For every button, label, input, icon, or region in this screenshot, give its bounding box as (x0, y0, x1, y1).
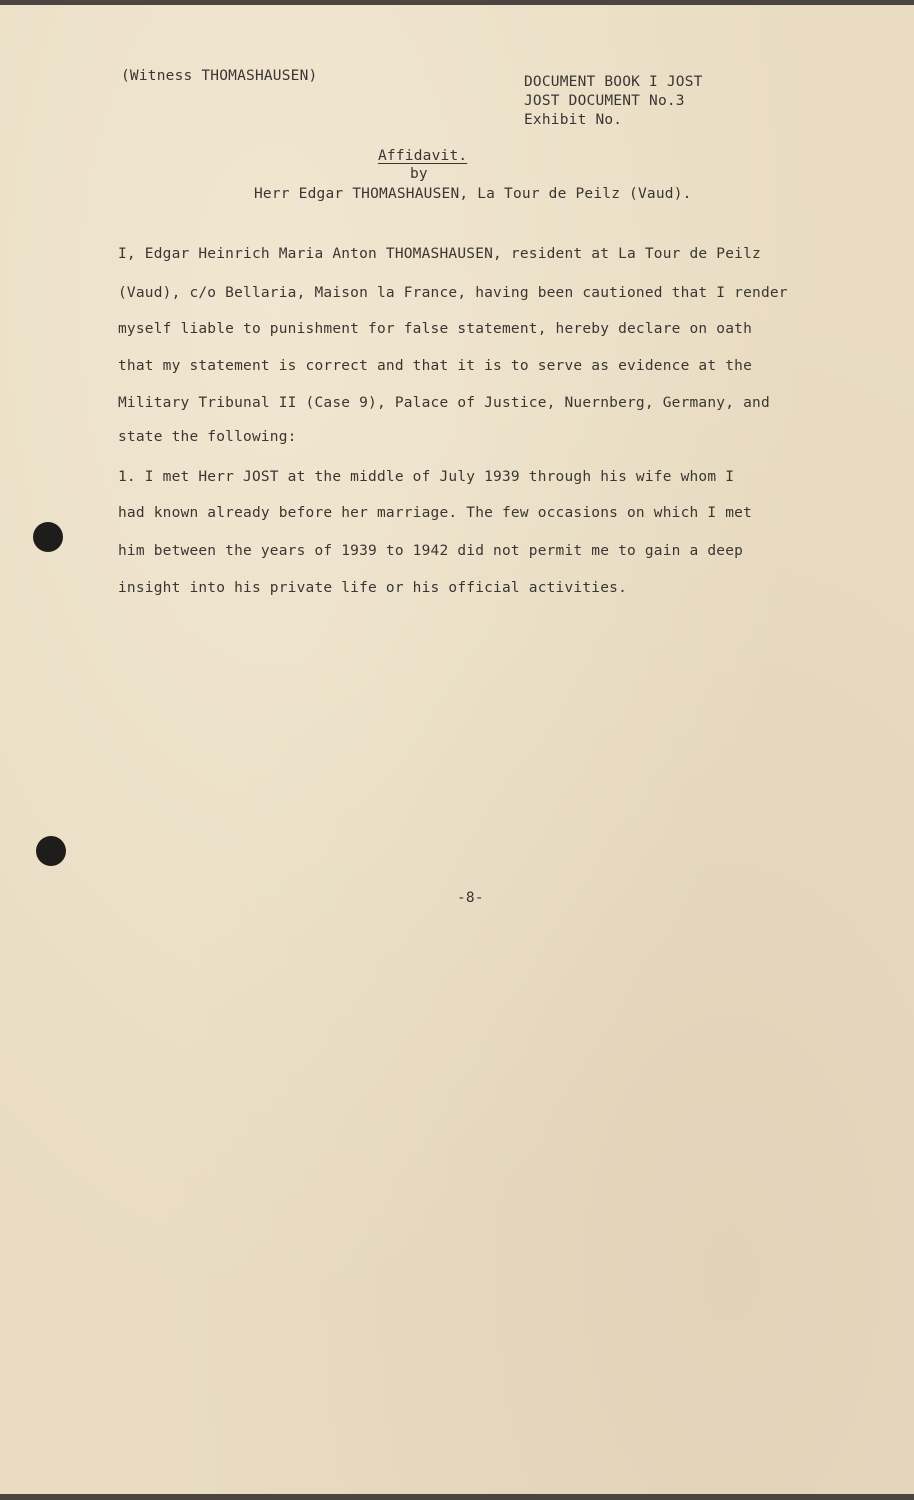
body-line: had known already before her marriage. The few occasions on which I met (118, 505, 753, 521)
affidavit-title: Affidavit. (378, 148, 468, 164)
body-line: Military Tribunal II (Case 9), Palace of Justice, Nuernberg, Germany, and (118, 395, 770, 411)
scan-edge-top (0, 0, 914, 5)
body-line: insight into his private life or his official activities. (118, 580, 627, 596)
scan-edge-bottom (0, 1494, 914, 1500)
exhibit-label: Exhibit No. (524, 112, 623, 128)
punch-hole (33, 522, 63, 552)
body-line: myself liable to punishment for false statement, hereby declare on oath (118, 321, 753, 337)
body-line: I, Edgar Heinrich Maria Anton THOMASHAUSEN, resident at La Tour de Peilz (118, 246, 761, 262)
punch-hole (36, 836, 66, 866)
body-line: state the following: (118, 429, 297, 445)
body-line: him between the years of 1939 to 1942 did not permit me to gain a deep (118, 543, 744, 559)
witness-label: (Witness THOMASHAUSEN) (121, 68, 318, 84)
body-line: that my statement is correct and that it is to serve as evidence at the (118, 358, 753, 374)
document-book-label: DOCUMENT BOOK I JOST (524, 74, 703, 90)
document-reference-block (524, 73, 703, 130)
body-line: 1. I met Herr JOST at the middle of July 1939 through his wife whom I (118, 469, 735, 485)
affiant-name: Herr Edgar THOMASHAUSEN, La Tour de Peilz (Vaud). (254, 186, 692, 202)
document-number-label: JOST DOCUMENT No.3 (524, 93, 685, 109)
page-number: -8- (457, 890, 484, 906)
body-line: (Vaud), c/o Bellaria, Maison la France, having been cautioned that I render (118, 285, 788, 301)
affidavit-by: by (410, 166, 428, 182)
